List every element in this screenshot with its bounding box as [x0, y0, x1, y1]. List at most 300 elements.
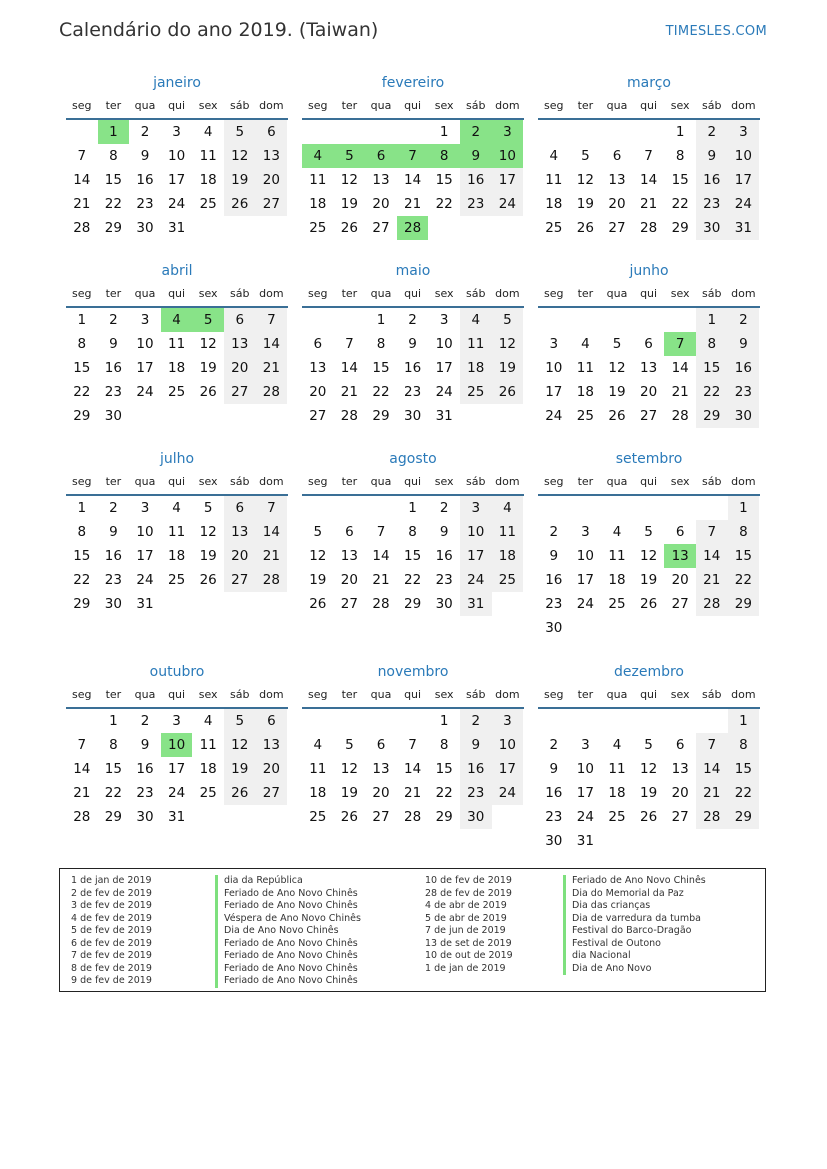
day-cell: 27	[224, 380, 256, 404]
day-cell: 25	[545, 220, 563, 236]
day-cell: 16	[696, 168, 728, 192]
day-cell: 10	[435, 336, 453, 352]
day-cell: 3	[492, 120, 524, 144]
day-cell: 18	[309, 785, 327, 801]
day-cell: 17	[136, 360, 154, 376]
brand-link[interactable]: TIMESLES.COM	[665, 24, 767, 39]
month-name: setembro	[615, 451, 683, 467]
holiday-date: 1 de jan de 2019	[425, 962, 506, 974]
day-cell: 21	[696, 781, 728, 805]
day-cell: 20	[224, 356, 256, 380]
day-cell: 17	[167, 172, 186, 188]
empty-cell	[696, 709, 728, 733]
weekday-label: qui	[168, 99, 186, 112]
day-cell: 15	[435, 172, 453, 188]
day-cell: 23	[460, 192, 492, 216]
day-cell: 17	[435, 360, 453, 376]
holiday-name: Feriado de Ano Novo Chinês	[215, 950, 361, 963]
day-cell: 3	[140, 500, 150, 516]
day-cell: 12	[199, 336, 217, 352]
day-cell: 18	[199, 761, 217, 777]
day-cell: 9	[140, 148, 150, 164]
weekday-label: dom	[731, 688, 756, 701]
empty-cell	[633, 120, 665, 144]
weekday-label: qui	[404, 475, 422, 488]
day-cell: 15	[728, 757, 760, 781]
holiday-date: 6 de fev de 2019	[71, 937, 152, 949]
day-cell: 17	[728, 168, 760, 192]
holiday-names-col-1	[215, 875, 361, 988]
weekday-header	[538, 472, 760, 496]
day-cell: 4	[172, 500, 181, 516]
day-cell: 23	[403, 384, 422, 400]
month-outubro	[66, 659, 288, 829]
day-cell: 10	[545, 360, 563, 376]
day-cell: 12	[492, 332, 524, 356]
day-cell: 4	[581, 336, 590, 352]
day-cell: 17	[492, 757, 524, 781]
empty-cell	[633, 496, 665, 520]
empty-cell	[728, 829, 760, 853]
day-cell: 30	[136, 220, 154, 236]
day-cell: 13	[256, 733, 288, 757]
holiday-name: Feriado de Ano Novo Chinês	[215, 975, 361, 988]
empty-cell	[365, 709, 397, 733]
day-cell: 17	[545, 384, 563, 400]
day-cell: 25	[167, 572, 186, 588]
day-cell: 1	[77, 500, 87, 516]
day-cell: 18	[167, 360, 186, 376]
day-cell: 26	[199, 572, 217, 588]
weekday-label: seg	[544, 688, 564, 701]
holiday-date: 4 de abr de 2019	[425, 900, 507, 911]
day-cell: 3	[492, 709, 524, 733]
day-cell: 12	[639, 761, 658, 777]
day-cell: 27	[671, 596, 689, 612]
day-cell: 19	[309, 572, 327, 588]
day-cell: 4	[313, 737, 323, 753]
weekday-label: sáb	[702, 688, 722, 701]
empty-cell	[256, 592, 288, 616]
day-grid	[66, 120, 288, 240]
empty-cell	[192, 592, 224, 616]
weekday-label: ter	[577, 99, 594, 112]
empty-cell	[601, 308, 633, 332]
weekday-label: sex	[434, 287, 454, 300]
day-cell: 25	[492, 568, 524, 592]
day-cell: 20	[309, 384, 327, 400]
day-cell: 12	[199, 524, 217, 540]
holiday-name: Dia de Ano Novo Chinês	[215, 925, 361, 938]
day-cell: 2	[439, 500, 449, 516]
day-cell: 29	[73, 408, 91, 424]
weekday-label: dom	[731, 99, 756, 112]
day-cell: 12	[576, 172, 594, 188]
weekday-label: seg	[72, 475, 92, 488]
empty-cell	[66, 709, 98, 733]
day-cell: 22	[104, 785, 122, 801]
day-cell: 21	[73, 196, 91, 212]
day-cell: 24	[435, 384, 453, 400]
weekday-label: qua	[606, 475, 628, 488]
empty-cell	[302, 120, 334, 144]
day-cell: 19	[639, 785, 658, 801]
holiday-name: Dia das crianças	[563, 900, 706, 913]
day-cell: 5	[192, 308, 224, 332]
empty-cell	[633, 709, 665, 733]
day-cell: 22	[73, 384, 91, 400]
holiday-dates-col-1	[71, 875, 152, 988]
empty-cell	[129, 404, 161, 428]
day-cell: 28	[256, 568, 288, 592]
day-cell: 20	[372, 785, 390, 801]
day-cell: 4	[612, 524, 622, 540]
empty-cell	[538, 709, 570, 733]
empty-cell	[601, 829, 633, 853]
empty-cell	[302, 709, 334, 733]
day-cell: 8	[675, 148, 685, 164]
day-cell: 1	[408, 500, 417, 516]
day-cell: 26	[576, 220, 594, 236]
day-cell: 8	[77, 524, 87, 540]
weekday-label: sáb	[702, 475, 722, 488]
empty-cell	[664, 308, 696, 332]
day-cell: 28	[73, 220, 91, 236]
weekday-label: qui	[640, 287, 658, 300]
day-cell: 28	[696, 805, 728, 829]
day-cell: 13	[224, 332, 256, 356]
weekday-label: dom	[495, 287, 520, 300]
day-cell: 19	[224, 757, 256, 781]
holiday-date: 5 de abr de 2019	[425, 912, 507, 924]
day-cell: 24	[136, 572, 154, 588]
day-cell: 18	[608, 572, 626, 588]
empty-cell	[256, 216, 288, 240]
day-cell: 14	[73, 172, 91, 188]
day-cell: 7	[77, 148, 87, 164]
empty-cell	[696, 829, 728, 853]
weekday-label: dom	[259, 688, 284, 701]
day-cell: 4	[549, 148, 559, 164]
holiday-date: 28 de fev de 2019	[425, 887, 512, 899]
day-cell: 25	[199, 785, 217, 801]
day-cell: 5	[644, 737, 653, 753]
weekday-label: seg	[308, 99, 328, 112]
day-cell: 8	[696, 332, 728, 356]
holiday-date: 13 de set de 2019	[425, 937, 512, 949]
weekday-label: ter	[341, 688, 358, 701]
weekday-label: sáb	[702, 99, 722, 112]
day-cell: 24	[492, 781, 524, 805]
day-cell: 28	[397, 216, 429, 240]
day-cell: 21	[73, 785, 91, 801]
weekday-label: sex	[670, 475, 690, 488]
empty-cell	[696, 496, 728, 520]
day-cell: 11	[199, 737, 217, 753]
month-name: fevereiro	[381, 75, 445, 91]
day-cell: 8	[376, 336, 386, 352]
day-cell: 3	[581, 524, 590, 540]
day-cell: 19	[639, 572, 658, 588]
day-cell: 3	[549, 336, 559, 352]
day-cell: 4	[203, 713, 213, 729]
weekday-label: qua	[134, 287, 156, 300]
day-cell: 1	[109, 713, 118, 729]
day-cell: 18	[460, 356, 492, 380]
day-cell: 2	[140, 713, 150, 729]
weekday-label: sex	[670, 688, 690, 701]
day-cell: 25	[309, 220, 327, 236]
month-name: julho	[159, 451, 195, 467]
holiday-date: 10 de out de 2019	[425, 950, 513, 961]
day-cell: 14	[403, 761, 422, 777]
weekday-label: sex	[198, 475, 218, 488]
day-cell: 16	[104, 360, 122, 376]
day-cell: 16	[545, 572, 563, 588]
day-cell: 25	[167, 384, 186, 400]
day-cell: 11	[460, 332, 492, 356]
day-cell: 27	[256, 781, 288, 805]
month-name: junho	[629, 263, 669, 279]
day-cell: 16	[460, 757, 492, 781]
day-cell: 16	[545, 785, 563, 801]
day-cell: 9	[109, 336, 118, 352]
day-cell: 29	[671, 220, 689, 236]
weekday-label: sáb	[230, 475, 250, 488]
day-cell: 24	[167, 196, 186, 212]
day-cell: 8	[77, 336, 87, 352]
weekday-label: sáb	[466, 99, 486, 112]
day-cell: 22	[104, 196, 122, 212]
day-cell: 23	[545, 596, 563, 612]
day-cell: 30	[104, 408, 122, 424]
month-novembro	[302, 659, 524, 829]
day-cell: 11	[545, 172, 563, 188]
day-cell: 21	[671, 384, 689, 400]
holiday-date: 7 de fev de 2019	[71, 950, 152, 961]
empty-cell	[334, 308, 366, 332]
day-cell: 23	[696, 192, 728, 216]
day-cell: 3	[172, 713, 181, 729]
weekday-label: qua	[370, 475, 392, 488]
day-cell: 23	[545, 809, 563, 825]
day-cell: 14	[696, 544, 728, 568]
day-cell: 5	[224, 709, 256, 733]
weekday-label: qui	[168, 287, 186, 300]
weekday-label: qua	[370, 688, 392, 701]
weekday-label: qua	[134, 688, 156, 701]
day-cell: 5	[612, 336, 622, 352]
day-cell: 27	[372, 809, 390, 825]
day-cell: 11	[608, 548, 626, 564]
weekday-label: sex	[434, 99, 454, 112]
weekday-label: sex	[670, 99, 690, 112]
day-cell: 20	[639, 384, 658, 400]
empty-cell	[728, 616, 760, 640]
month-agosto	[302, 446, 524, 616]
day-cell: 18	[492, 544, 524, 568]
day-cell: 26	[608, 408, 626, 424]
day-cell: 15	[696, 356, 728, 380]
day-cell: 15	[728, 544, 760, 568]
weekday-label: dom	[495, 475, 520, 488]
day-cell: 18	[576, 384, 594, 400]
day-cell: 12	[608, 360, 626, 376]
day-cell: 10	[576, 761, 594, 777]
day-cell: 30	[435, 596, 453, 612]
weekday-header	[538, 96, 760, 120]
weekday-header	[302, 284, 524, 308]
empty-cell	[224, 592, 256, 616]
day-cell: 19	[340, 196, 358, 212]
weekday-label: dom	[259, 475, 284, 488]
day-cell: 24	[492, 192, 524, 216]
empty-cell	[192, 216, 224, 240]
weekday-label: qui	[640, 475, 658, 488]
day-cell: 28	[671, 408, 689, 424]
day-cell: 5	[644, 524, 653, 540]
weekday-label: sáb	[466, 475, 486, 488]
day-cell: 9	[696, 144, 728, 168]
weekday-label: qua	[370, 99, 392, 112]
weekday-header	[302, 685, 524, 709]
day-cell: 27	[372, 220, 390, 236]
day-cell: 12	[224, 144, 256, 168]
day-cell: 20	[608, 196, 626, 212]
day-cell: 18	[167, 548, 186, 564]
day-cell: 28	[73, 809, 91, 825]
day-cell: 2	[109, 312, 118, 328]
day-cell: 6	[345, 524, 354, 540]
day-cell: 3	[460, 496, 492, 520]
day-cell: 17	[167, 761, 186, 777]
weekday-label: sex	[198, 688, 218, 701]
day-cell: 21	[256, 356, 288, 380]
day-cell: 15	[435, 761, 453, 777]
weekday-label: ter	[577, 287, 594, 300]
empty-cell	[256, 805, 288, 829]
day-cell: 22	[696, 380, 728, 404]
day-cell: 23	[104, 572, 122, 588]
weekday-label: dom	[731, 475, 756, 488]
day-cell: 20	[671, 785, 689, 801]
day-cell: 2	[140, 124, 150, 140]
day-cell: 30	[104, 596, 122, 612]
day-cell: 5	[581, 148, 590, 164]
month-name: outubro	[149, 664, 205, 680]
day-cell: 6	[612, 148, 622, 164]
weekday-label: seg	[72, 287, 92, 300]
day-cell: 19	[492, 356, 524, 380]
weekday-label: qui	[168, 475, 186, 488]
day-cell: 28	[639, 220, 658, 236]
empty-cell	[224, 404, 256, 428]
empty-cell	[538, 496, 570, 520]
holiday-name: Feriado de Ano Novo Chinês	[215, 963, 361, 976]
empty-cell	[601, 120, 633, 144]
weekday-label: ter	[341, 99, 358, 112]
day-cell: 1	[675, 124, 685, 140]
empty-cell	[538, 120, 570, 144]
weekday-label: sex	[198, 99, 218, 112]
empty-cell	[334, 496, 366, 520]
day-grid	[538, 120, 760, 240]
day-cell: 30	[545, 620, 563, 636]
day-cell: 8	[109, 737, 118, 753]
day-cell: 3	[581, 737, 590, 753]
day-cell: 9	[728, 332, 760, 356]
day-cell: 19	[199, 360, 217, 376]
day-cell: 15	[104, 172, 122, 188]
day-cell: 14	[639, 172, 658, 188]
day-cell: 17	[460, 544, 492, 568]
weekday-label: qua	[606, 287, 628, 300]
month-name: agosto	[389, 451, 437, 467]
weekday-label: dom	[259, 99, 284, 112]
day-cell: 21	[639, 196, 658, 212]
day-cell: 26	[639, 596, 658, 612]
day-cell: 7	[408, 737, 417, 753]
day-cell: 29	[435, 809, 453, 825]
weekday-label: sex	[670, 287, 690, 300]
day-cell: 29	[372, 408, 390, 424]
day-cell: 12	[340, 761, 358, 777]
day-cell: 6	[224, 496, 256, 520]
day-cell: 3	[140, 312, 150, 328]
day-cell: 31	[167, 220, 186, 236]
day-cell: 17	[492, 168, 524, 192]
weekday-header	[66, 96, 288, 120]
empty-cell	[492, 592, 524, 616]
day-cell: 1	[696, 308, 728, 332]
day-cell: 25	[460, 380, 492, 404]
day-cell: 18	[199, 172, 217, 188]
day-cell: 15	[403, 548, 422, 564]
empty-cell	[224, 216, 256, 240]
holiday-name: dia da República	[215, 875, 361, 888]
weekday-header	[66, 472, 288, 496]
day-cell: 2	[728, 308, 760, 332]
weekday-label: ter	[577, 475, 594, 488]
empty-cell	[397, 120, 429, 144]
day-cell: 9	[549, 548, 559, 564]
day-cell: 19	[608, 384, 626, 400]
holiday-date: 3 de fev de 2019	[71, 900, 152, 911]
weekday-label: sáb	[702, 287, 722, 300]
day-cell: 18	[608, 785, 626, 801]
day-cell: 10	[167, 148, 186, 164]
empty-cell	[601, 709, 633, 733]
weekday-label: sáb	[466, 688, 486, 701]
weekday-header	[302, 472, 524, 496]
day-grid	[538, 496, 760, 640]
day-cell: 13	[372, 172, 390, 188]
month-name: dezembro	[614, 664, 684, 680]
day-cell: 7	[376, 524, 386, 540]
day-cell: 4	[161, 308, 193, 332]
month-name: novembro	[377, 664, 449, 680]
day-cell: 7	[696, 733, 728, 757]
day-cell: 27	[608, 220, 626, 236]
weekday-label: ter	[105, 99, 122, 112]
weekday-label: sáb	[230, 287, 250, 300]
day-cell: 1	[77, 312, 87, 328]
holiday-date: 4 de fev de 2019	[71, 912, 152, 924]
empty-cell	[224, 805, 256, 829]
day-cell: 22	[73, 572, 91, 588]
day-cell: 13	[340, 548, 358, 564]
holiday-dates-col-2	[425, 875, 513, 975]
